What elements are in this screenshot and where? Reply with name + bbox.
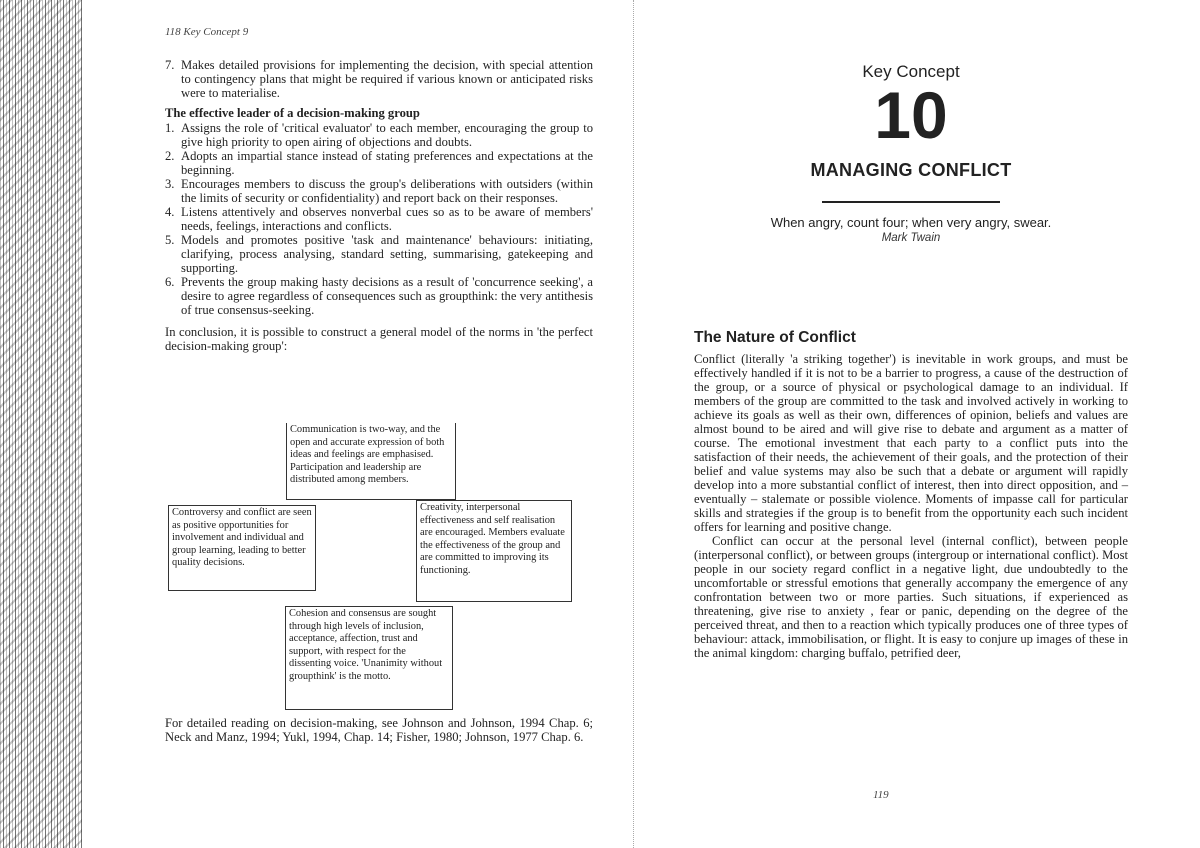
paragraph-1: Conflict (literally 'a striking together') is inevitable in work groups, and must be effectively handled if it is not to be a barrier to progress, a cause of the destruction of the group, or a source of physical or psychological damage to an individual. If members of the group are committed to the task and involved actively in working to achieve its goals as well as their own, differences of opinion, beliefs and values are almost bound to be aired and will give rise to debate and argument as a matter of course. The emotional investment that each party to a conflict puts into the satisfaction of their needs, the achievement of their goals, and the protection of their belief and value systems may also be such that a debate or argument will rapidly develop into a more substantial conflict of interest, then into direct opposition, and – eventually – stalemate or possible violence. Moments of impasse call for particular skills and strategies if the group is to benefit from the opportunity each such incident offers for learning and positive change. [694, 352, 1128, 534]
leader-list [165, 121, 593, 317]
key-concept-number: 10 [874, 78, 948, 152]
epigraph-quote: When angry, count four; when very angry, swear. [770, 215, 1052, 230]
key-concept-label: Key Concept [862, 62, 960, 81]
title-rule [822, 201, 1000, 203]
epigraph-author: Mark Twain [881, 232, 941, 244]
section-heading-nature: The Nature of Conflict [694, 329, 856, 346]
list-item: 7. Makes detailed provisions for implementing the decision, with special attention to contingency plans that might be required if various known or anticipated risks were to materialise. [165, 58, 593, 100]
further-reading: For detailed reading on decision-making, see Johnson and Johnson, 1994 Chap. 6; Neck and Manz, 1994; Yukl, 1994, Chap. 14; Fisher, 1980; Johnson, 1977 Chap. 6. [165, 716, 593, 744]
item-7-list [165, 58, 593, 100]
chapter-title: MANAGING CONFLICT [810, 160, 1012, 180]
list-item: 4. Listens attentively and observes nonverbal cues so as to be aware of members' needs, feelings, interactions and conflicts. [165, 205, 593, 233]
list-item: 6. Prevents the group making hasty decisions as a result of 'concurrence seeking', a desire to agree regardless of consequences such as groupthink: the very antithesis of true consensus-seeking. [165, 275, 593, 317]
diagram-box-communication: Communication is two-way, and the open and accurate expression of both ideas and feelings are emphasised. Participation and leadership are distributed among members. [286, 423, 456, 500]
right-body-text [694, 352, 1128, 660]
paragraph-2: Conflict can occur at the personal level (internal conflict), between people (interpersonal conflict), or between groups (intergroup or international conflict). Most people in our society regard conflict in a negative light, due undoubtedly to the uncomfortable or stressful emotions that generally accompany the emergence of any confrontation between two or more parties. Such situations, if experienced as threatening, give rise to anxiety , fear or panic, depending on the degree of the perceived threat, and then to a reaction which typically produces one of three types of behaviour: attack, immobilisation, or flight. It is easy to conjure up images of these in the animal kingdom: charging buffalo, petrified deer, [694, 534, 1128, 660]
list-item: 2. Adopts an impartial stance instead of stating preferences and expectations at the beginning. [165, 149, 593, 177]
diagram-box-controversy: Controversy and conflict are seen as positive opportunities for involvement and individual and group learning, leading to better quality decisions. [168, 505, 316, 591]
list-item: 3. Encourages members to discuss the group's deliberations with outsiders (within the limits of security or confidentiality) and report back on their responses. [165, 177, 593, 205]
diagram-box-creativity: Creativity, interpersonal effectiveness and self realisation are encouraged. Members evaluate the effectiveness of the group and are committed to improving its functioning. [416, 500, 572, 602]
diagram-box-cohesion: Cohesion and consensus are sought through high levels of inclusion, acceptance, affection, trust and support, with respect for the dissenting voice. 'Unanimity without groupthink' is the motto. [285, 606, 453, 710]
conclusion-paragraph: In conclusion, it is possible to construct a general model of the norms in 'the perfect decision-making group': [165, 325, 593, 353]
right-folio: 119 [873, 789, 889, 801]
list-item: 5. Models and promotes positive 'task and maintenance' behaviours: initiating, clarifying, process analysing, standard setting, summarising, gatekeeping and supporting. [165, 233, 593, 275]
section-heading-leader: The effective leader of a decision-making group [165, 106, 420, 120]
left-running-head: 118 Key Concept 9 [165, 26, 249, 38]
scan-spine-shadow [0, 0, 82, 848]
left-page [165, 58, 593, 353]
page-gutter [633, 0, 635, 848]
list-item: 1. Assigns the role of 'critical evaluator' to each member, encouraging the group to give high priority to open airing of objections and doubts. [165, 121, 593, 149]
